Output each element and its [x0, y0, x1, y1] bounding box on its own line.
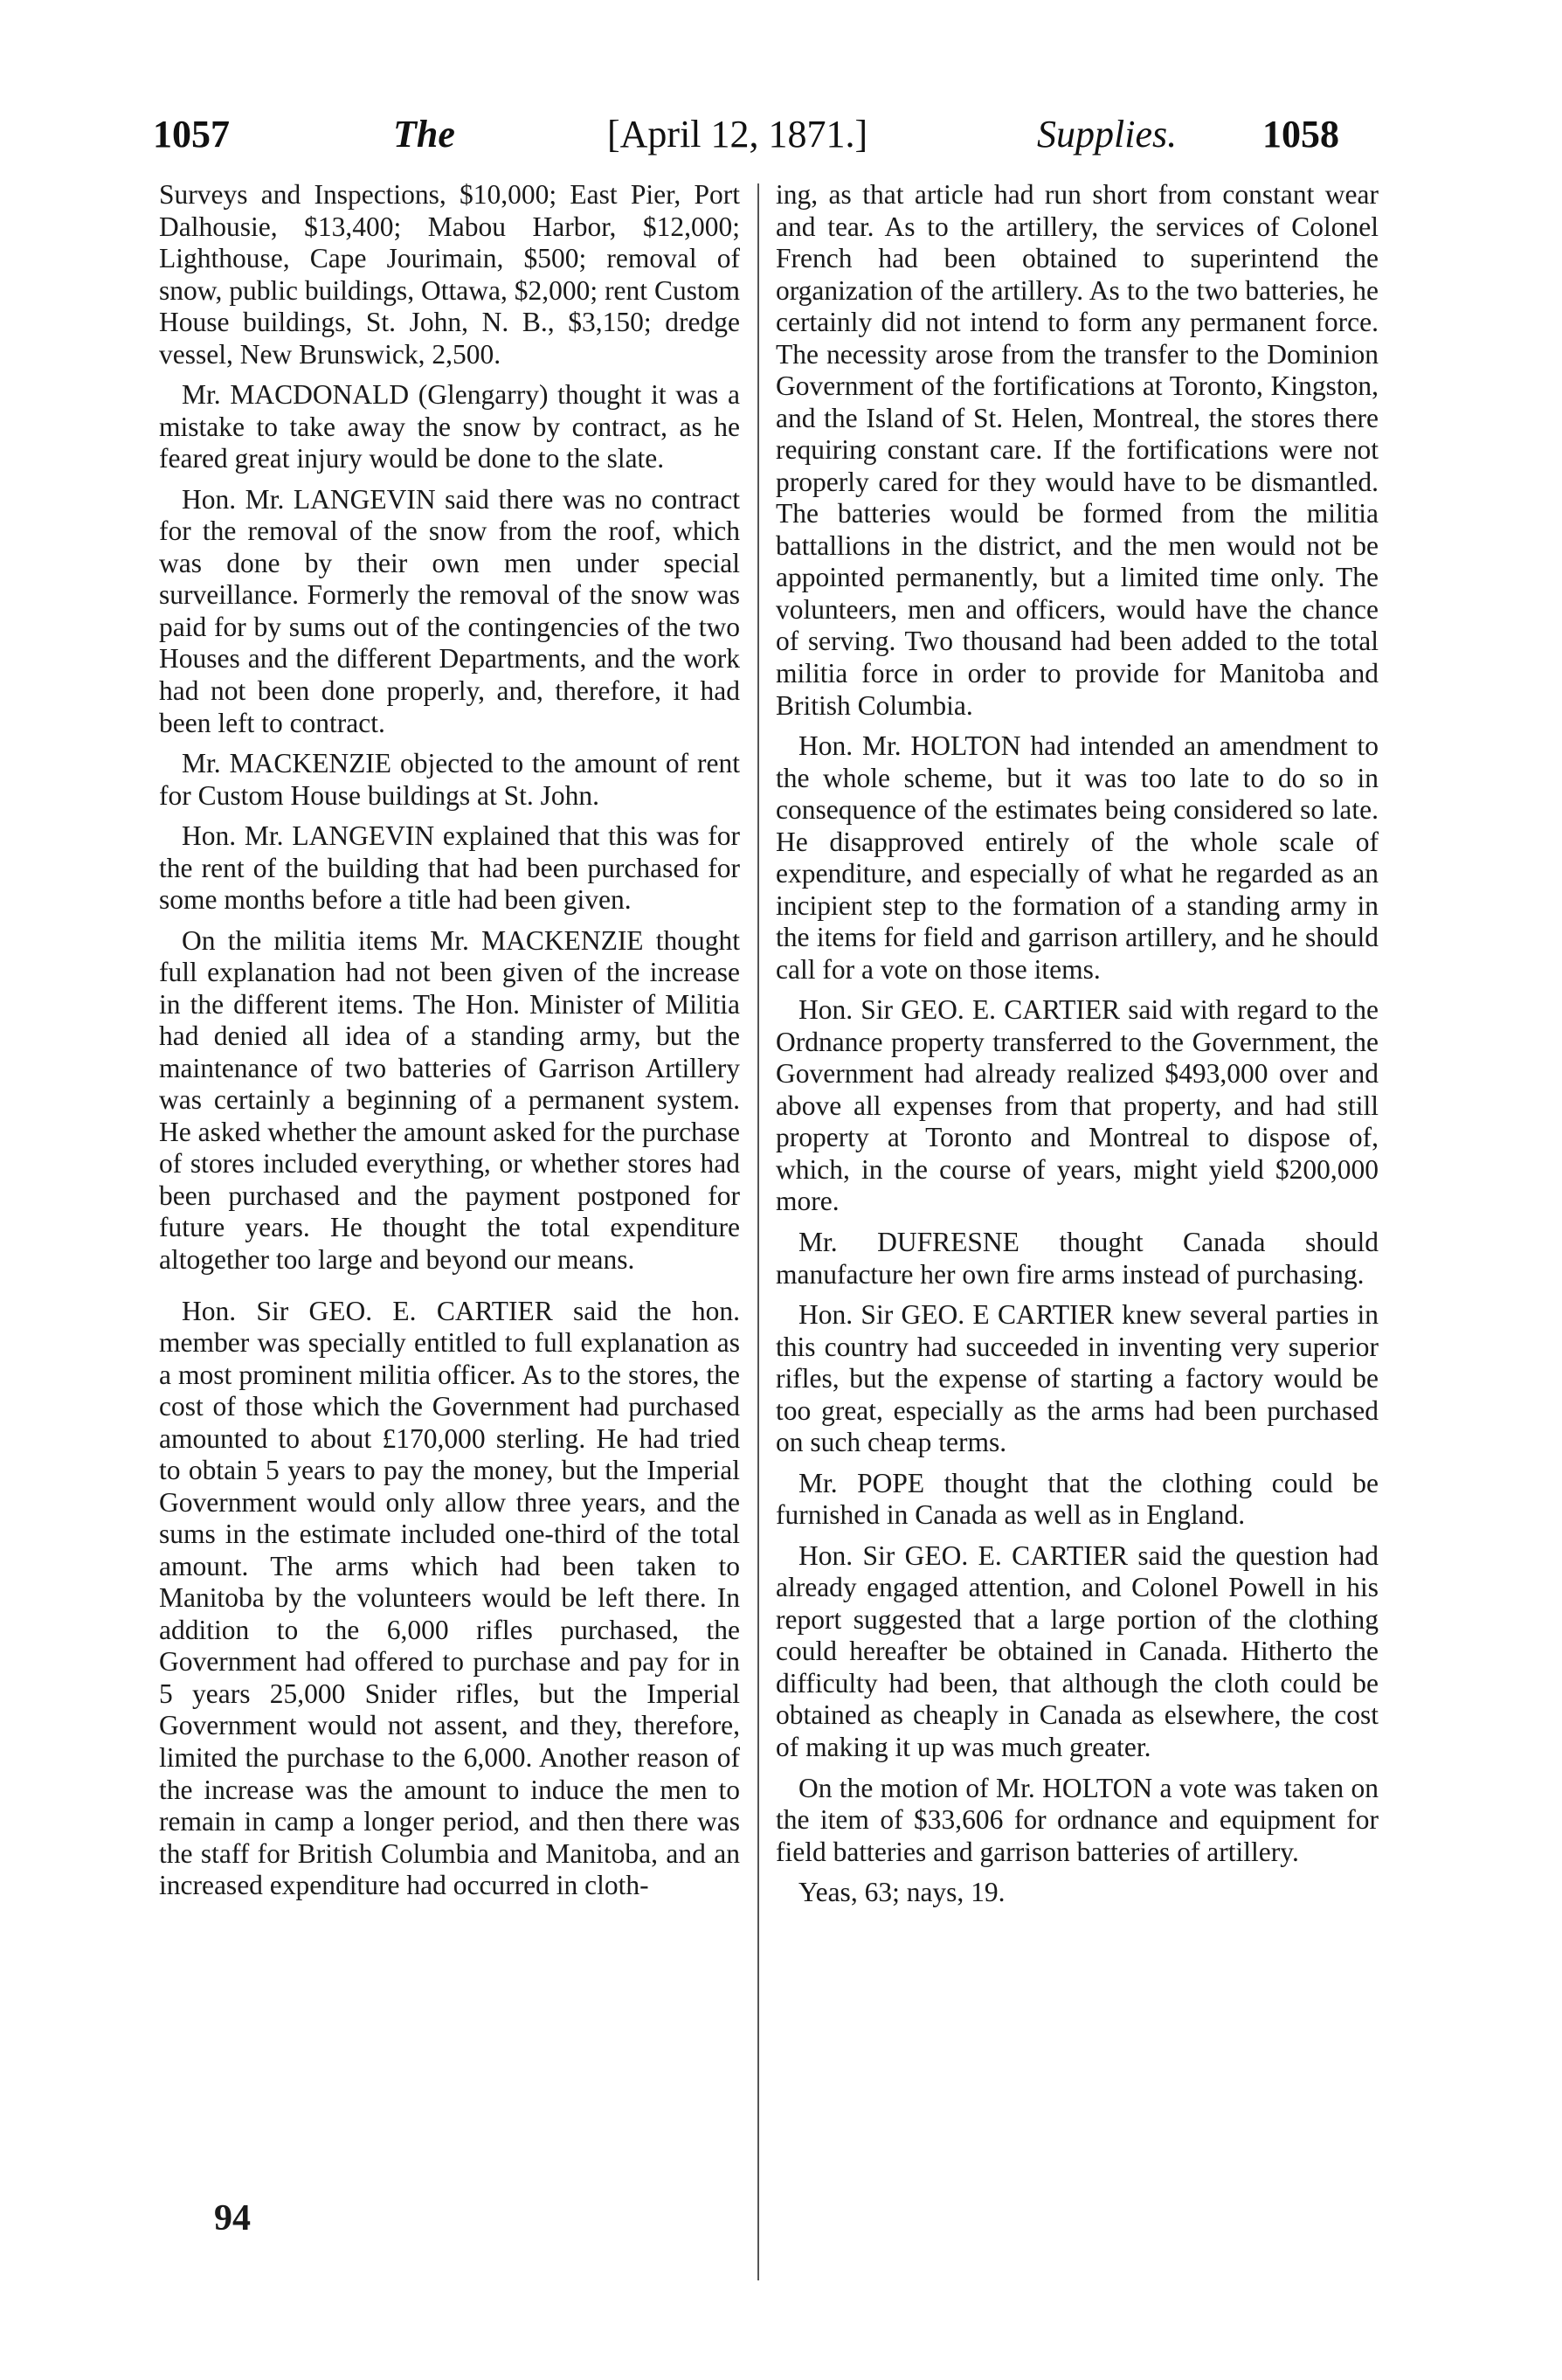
page-number-right: 1058 [1262, 113, 1339, 156]
paragraph: Hon. Sir GEO. E. CARTIER said the hon. member was specially entitled to full explanation as a most prominent militia officer. As to the stores, the cost of those which the Government had purchased amounted to about £170,000 sterling. He had tried to obtain 5 years to pay the money, but the Imperial Government would only allow three years, and the sums in the estimate included one-third of the total amount. The arms which had been taken to Manitoba by the volunteers would be left there. In addition to the 6,000 rifles purchased, the Government had offered to purchase and pay for in 5 years 25,000 Snider rifles, but the Imperial Government would not assent, and they, therefore, limited the purchase to the 6,000. Another reason of the increase was the amount to induce the men to remain in camp a longer period, and then there was the staff for British Columbia and Manitoba, and an increased expenditure had occurred in cloth- [159, 1295, 740, 1901]
paragraph: Mr. POPE thought that the clothing could be furnished in Canada as well as in England. [776, 1467, 1379, 1531]
paragraph: Mr. MACDONALD (Glengarry) thought it was a mistake to take away the snow by contract, as he feared great injury would be done to the slate. [159, 379, 740, 474]
paragraph: Yeas, 63; nays, 19. [798, 1877, 1006, 1908]
paragraph: Hon. Mr. HOLTON had intended an amendment to the whole scheme, but it was too late to do so in consequence of the estimates being considered so late. He disapproved entirely of the whole scale of expenditure, and especially of what he regarded as an incipient step to the formation of a standing army in the items for field and garrison artillery, and he should call for a vote on those items. [776, 730, 1379, 985]
header-section: Supplies. [1037, 113, 1178, 156]
paragraph: On the militia items Mr. MACKENZIE thought full explanation had not been given of the increase in the different items. The Hon. Minister of Militia had denied all idea of a standing army, but the maintenance of two batteries of Garrison Artillery was certainly a beginning of a permanent system. He asked whether the amount asked for the purchase of stores included everything, or whether stores had been purchased and the payment postponed for future years. He thought the total expenditure altogether too large and beyond our means. [159, 924, 740, 1275]
paragraph: Mr. DUFRESNE thought Canada should manufacture her own fire arms instead of purchasing. [776, 1227, 1379, 1290]
header-date: [April 12, 1871.] [607, 113, 868, 156]
left-column [159, 179, 740, 1911]
paragraph: Hon. Sir GEO. E. CARTIER said with regard to the Ordnance property transferred to the Government, the Government had already realized $493,000 over and above all expenses from that property, and had still property at Toronto and Montreal to dispose of, which, in the course of years, might yield $200,000 more. [776, 994, 1379, 1217]
paragraph: Hon. Mr. LANGEVIN said there was no contract for the removal of the snow from the roof, which was done by their own men under special surveillance. Formerly the removal of the snow was paid for by sums out of the contingencies of the two Houses and the different Departments, and the work had not been done properly, and, therefore, it had been left to contract. [159, 483, 740, 738]
right-column [776, 179, 1379, 1918]
page-number-left: 1057 [153, 113, 230, 156]
page-header [153, 112, 1385, 164]
paragraph: On the motion of Mr. HOLTON a vote was taken on the item of $33,606 for ordnance and equipment for field batteries and garrison batteries of artillery. [776, 1772, 1379, 1867]
paragraph: Mr. MACKENZIE objected to the amount of rent for Custom House buildings at St. John. [159, 748, 740, 811]
paragraph: Surveys and Inspections, $10,000; East Pier, Port Dalhousie, $13,400; Mabou Harbor, $12,000; Lighthouse, Cape Jourimain, $500; removal of snow, public buildings, Ottawa, $2,000; rent Custom House buildings, St. John, N. B., $3,150; dredge vessel, New Brunswick, 2,500. [159, 179, 740, 370]
paragraph: Hon. Sir GEO. E. CARTIER said the question had already engaged attention, and Colonel Powell in his report suggested that a large portion of the clothing could hereafter be obtained in Canada. Hitherto the difficulty had been, that although the cloth could be obtained as cheaply in Canada as elsewhere, the cost of making it up was much greater. [776, 1539, 1379, 1762]
header-title-word: The [393, 113, 455, 156]
paragraph: Hon. Sir GEO. E CARTIER knew several parties in this country had succeeded in inventing very superior rifles, but the expense of starting a factory would be too great, especially as the arms had been purchased on such cheap terms. [776, 1299, 1379, 1458]
signature-mark: 94 [214, 2198, 251, 2238]
paragraph: Hon. Mr. LANGEVIN explained that this was for the rent of the building that had been purchased for some months before a title had been given. [159, 820, 740, 916]
paragraph: ing, as that article had run short from constant wear and tear. As to the artillery, the services of Colonel French had been obtained to superintend the organization of the artillery. As to the two batteries, he certainly did not intend to form any permanent force. The necessity arose from the transfer to the Dominion Government of the fortifications at Toronto, Kingston, and the Island of St. Helen, Montreal, the stores there requiring constant care. If the fortifications were not properly cared for they would have to be dismantled. The batteries would be formed from the militia battallions in the district, and the men would not be appointed permanently, but a limited time only. The volunteers, men and officers, would have the chance of serving. Two thousand had been added to the total militia force in order to provide for Manitoba and British Columbia. [776, 179, 1379, 721]
column-divider [757, 183, 759, 2280]
